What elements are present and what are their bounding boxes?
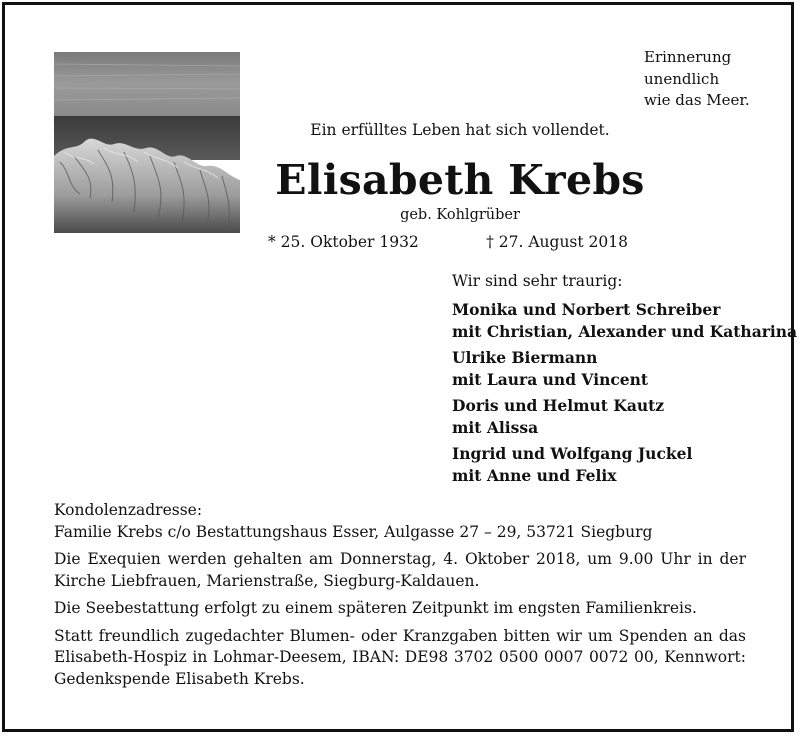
family-entry bbox=[452, 395, 797, 439]
donation-paragraph: Statt freundlich zugedachter Blumen- oder Kranzgaben bitten wir um Spenden an das Elisabeth-Hospiz in Lohmar-Deesem, IBAN: DE98 3702 0500 0007 0072 00, Kennwort: Gedenkspende Elisabeth Krebs. bbox=[54, 626, 746, 688]
motto-line: Erinnerung bbox=[644, 48, 732, 66]
birth-name: geb. Kohlgrüber bbox=[400, 207, 520, 223]
motto-verse bbox=[644, 47, 750, 112]
family-children: mit Alissa bbox=[452, 418, 539, 437]
family-children: mit Christian, Alexander und Katharina bbox=[452, 322, 798, 341]
family-parents: Doris und Helmut Kautz bbox=[452, 396, 665, 415]
death-date: † 27. August 2018 bbox=[486, 233, 628, 251]
condolence-label: Kondolenzadresse: bbox=[54, 501, 203, 519]
condolence-address: Familie Krebs c/o Bestattungshaus Esser, Aulgasse 27 – 29, 53721 Siegburg bbox=[54, 522, 653, 541]
motto-line: unendlich bbox=[644, 69, 720, 88]
funeral-service-paragraph: Die Exequien werden gehalten am Donnerstag, 4. Oktober 2018, um 9.00 Uhr in der Kirche Liebfrauen, Marienstraße, Siegburg-Kaldauen. bbox=[54, 550, 746, 590]
family-entry bbox=[452, 347, 797, 391]
sea-burial-paragraph: Die Seebestattung erfolgt zu einem späteren Zeitpunkt im engsten Familienkreis. bbox=[54, 599, 697, 617]
condolence-block bbox=[54, 500, 746, 543]
life-dates bbox=[268, 233, 628, 255]
family-children: mit Laura und Vincent bbox=[452, 370, 649, 389]
birth-date: * 25. Oktober 1932 bbox=[268, 233, 419, 251]
family-parents: Ingrid und Wolfgang Juckel bbox=[452, 444, 693, 463]
intro-line: Ein erfülltes Leben hat sich vollendet. bbox=[310, 121, 610, 139]
notice-details bbox=[54, 500, 746, 696]
family-children: mit Anne und Felix bbox=[452, 466, 617, 485]
mourners-lead: Wir sind sehr traurig: bbox=[452, 272, 623, 290]
sea-painting-image bbox=[54, 52, 240, 233]
family-parents: Monika und Norbert Schreiber bbox=[452, 300, 721, 319]
family-entry bbox=[452, 299, 797, 343]
deceased-name: Elisabeth Krebs bbox=[275, 156, 645, 204]
motto-line: wie das Meer. bbox=[644, 91, 750, 109]
family-parents: Ulrike Biermann bbox=[452, 348, 598, 367]
family-entry bbox=[452, 443, 797, 487]
mourners-list bbox=[452, 272, 797, 491]
